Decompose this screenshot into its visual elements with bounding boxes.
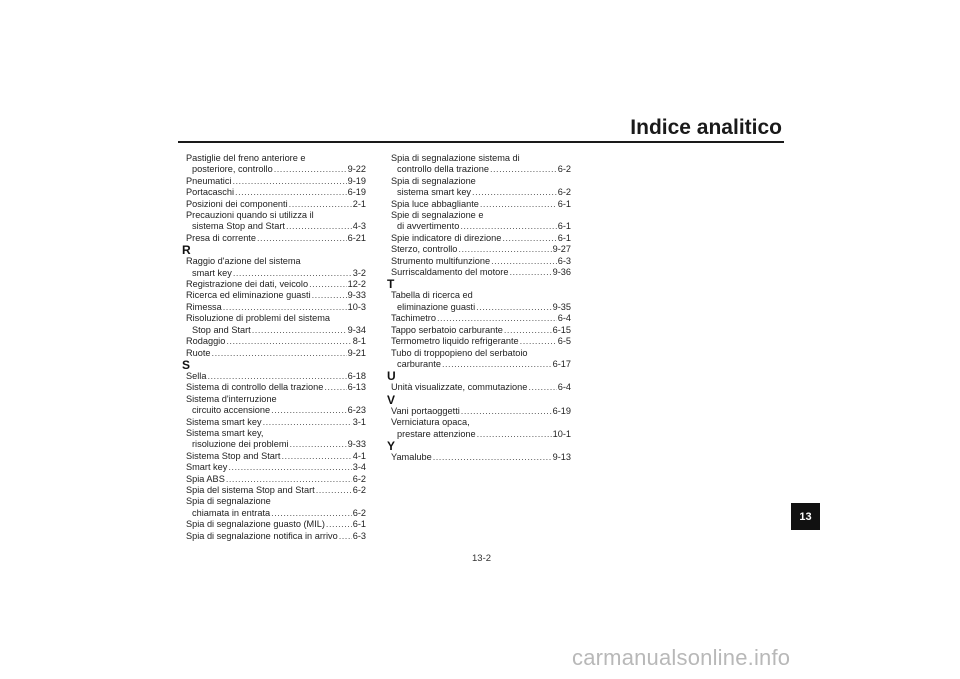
- dot-leader: [228, 462, 351, 473]
- index-entry-text: Yamalube: [391, 451, 432, 462]
- dot-leader: [233, 268, 352, 279]
- index-entry[interactable]: [186, 485, 366, 496]
- dot-leader: [274, 164, 347, 175]
- dot-leader: [286, 221, 352, 232]
- dot-leader: [472, 187, 557, 198]
- index-entry-text: Spia del sistema Stop and Start: [186, 484, 315, 495]
- index-entry[interactable]: [186, 462, 366, 473]
- index-entry-text: Ricerca ed eliminazione guasti: [186, 290, 311, 301]
- index-entry[interactable]: [186, 233, 366, 244]
- index-entry-line: Verniciatura opaca,: [391, 417, 470, 428]
- index-entry[interactable]: [391, 187, 571, 198]
- index-entry-page: 6-21: [347, 232, 366, 243]
- index-entry-text: Stop and Start: [192, 324, 251, 335]
- index-entry[interactable]: [186, 519, 366, 530]
- dot-leader: [316, 485, 352, 496]
- index-entry[interactable]: [391, 429, 571, 440]
- index-entry-line: Sistema d'interruzione: [186, 393, 277, 404]
- index-entry-text: Presa di corrente: [186, 232, 256, 243]
- index-entry-page: 6-15: [552, 324, 571, 335]
- index-entry-text: Tachimetro: [391, 313, 436, 324]
- dot-leader: [460, 221, 556, 232]
- index-entry-text: sistema Stop and Start: [192, 221, 285, 232]
- index-entry-text: Portacaschi: [186, 187, 235, 198]
- index-entry-text: eliminazione guasti: [397, 301, 476, 312]
- dot-leader: [433, 452, 552, 463]
- index-letter-heading: U: [387, 369, 396, 384]
- index-entry-page: 9-19: [347, 175, 366, 186]
- index-entry-text: smart key: [192, 267, 232, 278]
- index-entry-page: 4-1: [352, 450, 366, 461]
- index-entry-page: 4-3: [352, 221, 366, 232]
- dot-leader: [223, 302, 347, 313]
- index-entry-page: 6-1: [352, 519, 366, 530]
- index-entry-page: 8-1: [352, 336, 366, 347]
- index-entry[interactable]: [186, 268, 366, 279]
- index-entry-text: Rimessa: [186, 301, 222, 312]
- index-entry-page: 6-13: [347, 382, 366, 393]
- index-entry-text: Unità visualizzate, commutazione: [391, 382, 528, 393]
- index-entry-text: Spia di segnalazione guasto (MIL): [186, 519, 325, 530]
- index-entry-page: 6-2: [557, 187, 571, 198]
- dot-leader: [480, 199, 557, 210]
- index-entry-page: 12-2: [347, 279, 366, 290]
- dot-leader: [326, 519, 352, 530]
- dot-leader: [461, 406, 552, 417]
- index-entry[interactable]: [186, 531, 366, 542]
- index-entry[interactable]: [186, 336, 366, 347]
- index-entry[interactable]: [391, 336, 571, 347]
- index-entry[interactable]: [186, 221, 366, 232]
- index-entry-text: Rodaggio: [186, 336, 226, 347]
- index-entry[interactable]: [186, 439, 366, 450]
- index-entry[interactable]: [186, 508, 366, 519]
- index-entry-line: Spia di segnalazione: [391, 175, 476, 186]
- dot-leader: [207, 371, 346, 382]
- index-entry-text: di avvertimento: [397, 221, 460, 232]
- index-entry[interactable]: [391, 233, 571, 244]
- index-entry-page: 3-2: [352, 267, 366, 278]
- index-entry[interactable]: [186, 164, 366, 175]
- index-letter-heading: S: [182, 357, 191, 372]
- dot-leader: [235, 187, 347, 198]
- index-entry[interactable]: [186, 199, 366, 210]
- dot-leader: [490, 164, 557, 175]
- index-column-left: [182, 153, 366, 542]
- index-entry-text: controllo della trazione: [397, 164, 489, 175]
- index-entry-text: Registrazione dei dati, veicolo: [186, 279, 309, 290]
- index-entry-page: 9-21: [347, 347, 366, 358]
- index-entry-text: prestare attenzione: [397, 428, 476, 439]
- index-entry[interactable]: [391, 244, 571, 255]
- index-entry-text: circuito accensione: [192, 405, 271, 416]
- index-entry[interactable]: [391, 164, 571, 175]
- index-entry-text: sistema smart key: [397, 187, 472, 198]
- index-entry-text: Vani portaoggetti: [391, 405, 460, 416]
- dot-leader: [252, 325, 347, 336]
- index-entry[interactable]: [391, 359, 571, 370]
- index-entry[interactable]: [391, 452, 571, 463]
- index-entry[interactable]: [391, 302, 571, 313]
- dot-leader: [226, 336, 351, 347]
- index-entry-line: Sistema smart key,: [186, 427, 264, 438]
- index-entry-page: 9-33: [347, 439, 366, 450]
- dot-leader: [504, 325, 552, 336]
- index-entry-page: 6-4: [557, 382, 571, 393]
- index-entry-page: 6-3: [352, 530, 366, 541]
- index-entry-page: 6-19: [552, 405, 571, 416]
- index-entry-text: risoluzione dei problemi: [192, 439, 289, 450]
- index-entry-text: Posizioni dei componenti: [186, 198, 288, 209]
- index-entry-line: Pastiglie del freno anteriore e: [186, 153, 306, 163]
- index-entry[interactable]: [186, 371, 366, 382]
- index-entry-text: Smart key: [186, 462, 228, 473]
- dot-leader: [263, 417, 352, 428]
- dot-leader: [226, 474, 352, 485]
- dot-leader: [502, 233, 556, 244]
- index-entry-page: 6-3: [557, 255, 571, 266]
- index-entry-text: Pneumatici: [186, 175, 232, 186]
- dot-leader: [289, 199, 352, 210]
- index-entry-text: Spia di segnalazione notifica in arrivo: [186, 530, 338, 541]
- index-entry-page: 9-36: [552, 267, 571, 278]
- index-letter-heading: Y: [387, 438, 396, 453]
- index-entry-text: Ruote: [186, 347, 211, 358]
- index-entry[interactable]: [391, 267, 571, 278]
- index-entry[interactable]: [186, 279, 366, 290]
- index-entry-page: 6-2: [352, 473, 366, 484]
- dot-leader: [257, 233, 347, 244]
- index-entry-page: 6-17: [552, 358, 571, 369]
- index-entry-line: Raggio d'azione del sistema: [186, 256, 301, 267]
- dot-leader: [520, 336, 557, 347]
- index-entry-page: 6-18: [347, 370, 366, 381]
- dot-leader: [528, 382, 556, 393]
- index-entry[interactable]: [186, 187, 366, 198]
- index-entry[interactable]: [186, 290, 366, 301]
- dot-leader: [476, 302, 551, 313]
- index-entry[interactable]: [186, 348, 366, 359]
- index-entry-text: Spia ABS: [186, 473, 225, 484]
- index-entry[interactable]: [186, 417, 366, 428]
- index-entry-line: Precauzioni quando si utilizza il: [186, 210, 314, 221]
- index-entry-page: 6-2: [352, 484, 366, 495]
- index-entry[interactable]: [391, 256, 571, 267]
- page-number: 13-2: [472, 553, 492, 564]
- index-entry-page: 9-33: [347, 290, 366, 301]
- index-entry[interactable]: [391, 221, 571, 232]
- dot-leader: [271, 508, 352, 519]
- index-entry-line: Risoluzione di problemi del sistema: [186, 313, 331, 324]
- index-letter-heading: V: [387, 392, 396, 407]
- index-entry-page: 10-1: [552, 428, 571, 439]
- index-entry-text: Sistema smart key: [186, 416, 262, 427]
- dot-leader: [271, 405, 346, 416]
- index-entry-line: Tabella di ricerca ed: [391, 290, 473, 301]
- dot-leader: [491, 256, 557, 267]
- dot-leader: [509, 267, 551, 278]
- index-entry[interactable]: [186, 176, 366, 187]
- dot-leader: [339, 531, 352, 542]
- index-entry-page: 6-4: [557, 313, 571, 324]
- watermark: carmanualsonline.info: [572, 645, 791, 670]
- index-entry-page: 10-3: [347, 301, 366, 312]
- chapter-tab[interactable]: 13: [791, 503, 820, 530]
- index-entry-text: posteriore, controllo: [192, 164, 273, 175]
- index-entry-page: 3-1: [352, 416, 366, 427]
- index-entry-page: 9-27: [552, 244, 571, 255]
- index-entry-page: 6-1: [557, 198, 571, 209]
- index-entry[interactable]: [186, 451, 366, 462]
- index-entry-text: Surriscaldamento del motore: [391, 267, 509, 278]
- index-entry-line: Spia di segnalazione sistema di: [391, 153, 520, 163]
- index-letter-heading: R: [182, 243, 191, 258]
- index-entry-text: Sella: [186, 370, 207, 381]
- index-entry-page: 6-19: [347, 187, 366, 198]
- index-column-right: [387, 153, 571, 463]
- index-entry-page: 6-2: [352, 507, 366, 518]
- index-entry-page: 9-35: [552, 301, 571, 312]
- dot-leader: [312, 290, 347, 301]
- index-entry-page: 6-1: [557, 221, 571, 232]
- dot-leader: [212, 348, 347, 359]
- index-entry-page: 9-34: [347, 324, 366, 335]
- index-entry[interactable]: [391, 313, 571, 324]
- index-entry-line: Spie di segnalazione e: [391, 210, 484, 221]
- index-entry-page: 6-1: [557, 232, 571, 243]
- title-rule: [178, 141, 784, 143]
- index-entry-text: Strumento multifunzione: [391, 255, 491, 266]
- index-entry-text: chiamata in entrata: [192, 507, 271, 518]
- index-letter-heading: T: [387, 277, 395, 292]
- index-entry-text: Sterzo, controllo: [391, 244, 458, 255]
- index-entry-page: 2-1: [352, 198, 366, 209]
- index-entry-line: Tubo di troppopieno del serbatoio: [391, 347, 528, 358]
- index-entry-page: 9-22: [347, 164, 366, 175]
- index-entry-text: Spie indicatore di direzione: [391, 232, 502, 243]
- dot-leader: [324, 382, 346, 393]
- index-entry[interactable]: [186, 302, 366, 313]
- page-title: Indice analitico: [630, 116, 782, 139]
- dot-leader: [442, 359, 552, 370]
- index-entry-text: Sistema di controllo della trazione: [186, 382, 324, 393]
- index-entry[interactable]: [186, 474, 366, 485]
- dot-leader: [309, 279, 347, 290]
- index-entry[interactable]: [391, 199, 571, 210]
- index-entry[interactable]: [391, 382, 571, 393]
- dot-leader: [232, 176, 346, 187]
- index-entry-page: 6-23: [347, 405, 366, 416]
- index-entry-text: Tappo serbatoio carburante: [391, 324, 503, 335]
- index-entry-text: carburante: [397, 358, 441, 369]
- dot-leader: [458, 244, 551, 255]
- index-entry-text: Sistema Stop and Start: [186, 450, 281, 461]
- index-entry-page: 6-5: [557, 336, 571, 347]
- index-entry-page: 3-4: [352, 462, 366, 473]
- index-entry-text: Termometro liquido refrigerante: [391, 336, 519, 347]
- index-entry-page: 6-2: [557, 164, 571, 175]
- index-entry-text: Spia luce abbagliante: [391, 198, 479, 209]
- index-entry[interactable]: [186, 382, 366, 393]
- index-entry[interactable]: [391, 325, 571, 336]
- index-entry[interactable]: [391, 406, 571, 417]
- index-entry-line: Spia di segnalazione: [186, 496, 271, 507]
- dot-leader: [477, 429, 552, 440]
- index-entry-page: 9-13: [552, 451, 571, 462]
- dot-leader: [290, 439, 347, 450]
- dot-leader: [281, 451, 351, 462]
- index-entry[interactable]: [186, 325, 366, 336]
- dot-leader: [437, 313, 557, 324]
- index-entry[interactable]: [186, 405, 366, 416]
